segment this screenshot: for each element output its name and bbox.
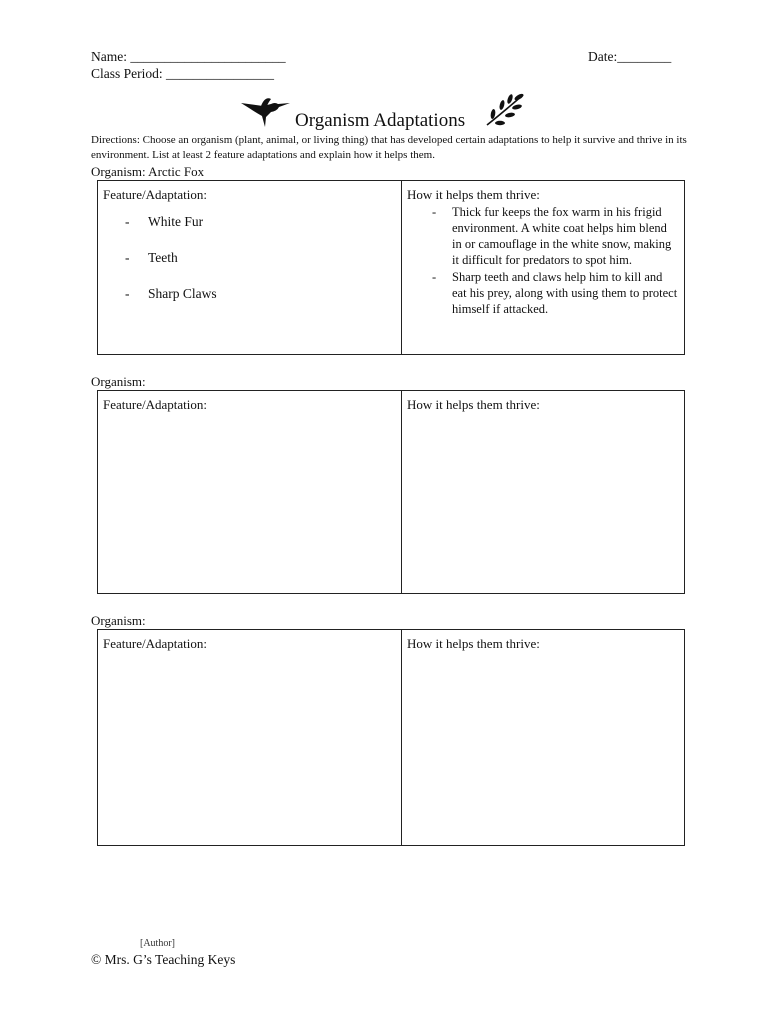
help-cell-1[interactable] [402,181,685,355]
organism-label-3: Organism: [91,613,146,628]
adaptation-table-3 [97,629,685,846]
feature-cell-1[interactable] [98,181,402,355]
feature-cell-3[interactable] [98,630,402,846]
explanation-item: - Thick fur keeps the fox warm in his frigid environment. A white coat helps him blend in or camouflage in the white snow, making it difficult for predators to spot him. [407,204,679,269]
help-cell-3[interactable] [402,630,685,846]
help-cell-2[interactable] [402,391,685,594]
help-header: How it helps them thrive: [407,636,540,651]
explanation-item: - Sharp teeth and claws help him to kill and eat his prey, along with using them to protect himself if attacked. [407,269,679,318]
directions-text: Directions: Choose an organism (plant, animal, or living thing) that has developed certain adaptations to help it survive and thrive in its environment. List at least 2 feature adaptations and explain how it helps them. [91,134,687,161]
help-header: How it helps them thrive: [407,397,540,412]
leaf-branch-icon [484,93,526,127]
name-field-label: Name: _______________________ [91,49,286,64]
feature-header: Feature/Adaptation: [103,397,207,412]
date-field-label: Date:________ [588,49,672,64]
feature-item: - White Fur [103,214,396,250]
feature-header: Feature/Adaptation: [103,187,207,202]
class-period-field-label: Class Period: ________________ [91,66,275,81]
adaptation-table-1 [97,180,685,355]
help-header: How it helps them thrive: [407,187,540,202]
author-placeholder: [Author] [140,938,175,949]
copyright-text: © Mrs. G’s Teaching Keys [91,952,236,967]
feature-header: Feature/Adaptation: [103,636,207,651]
organism-label-2: Organism: [91,374,146,389]
page-title: Organism Adaptations [295,110,466,131]
feature-item: - Sharp Claws [103,286,396,322]
adaptation-table-2 [97,390,685,594]
feature-cell-2[interactable] [98,391,402,594]
hummingbird-icon [241,97,291,131]
feature-item: - Teeth [103,250,396,286]
organism-label-1: Organism: Arctic Fox [91,164,205,179]
